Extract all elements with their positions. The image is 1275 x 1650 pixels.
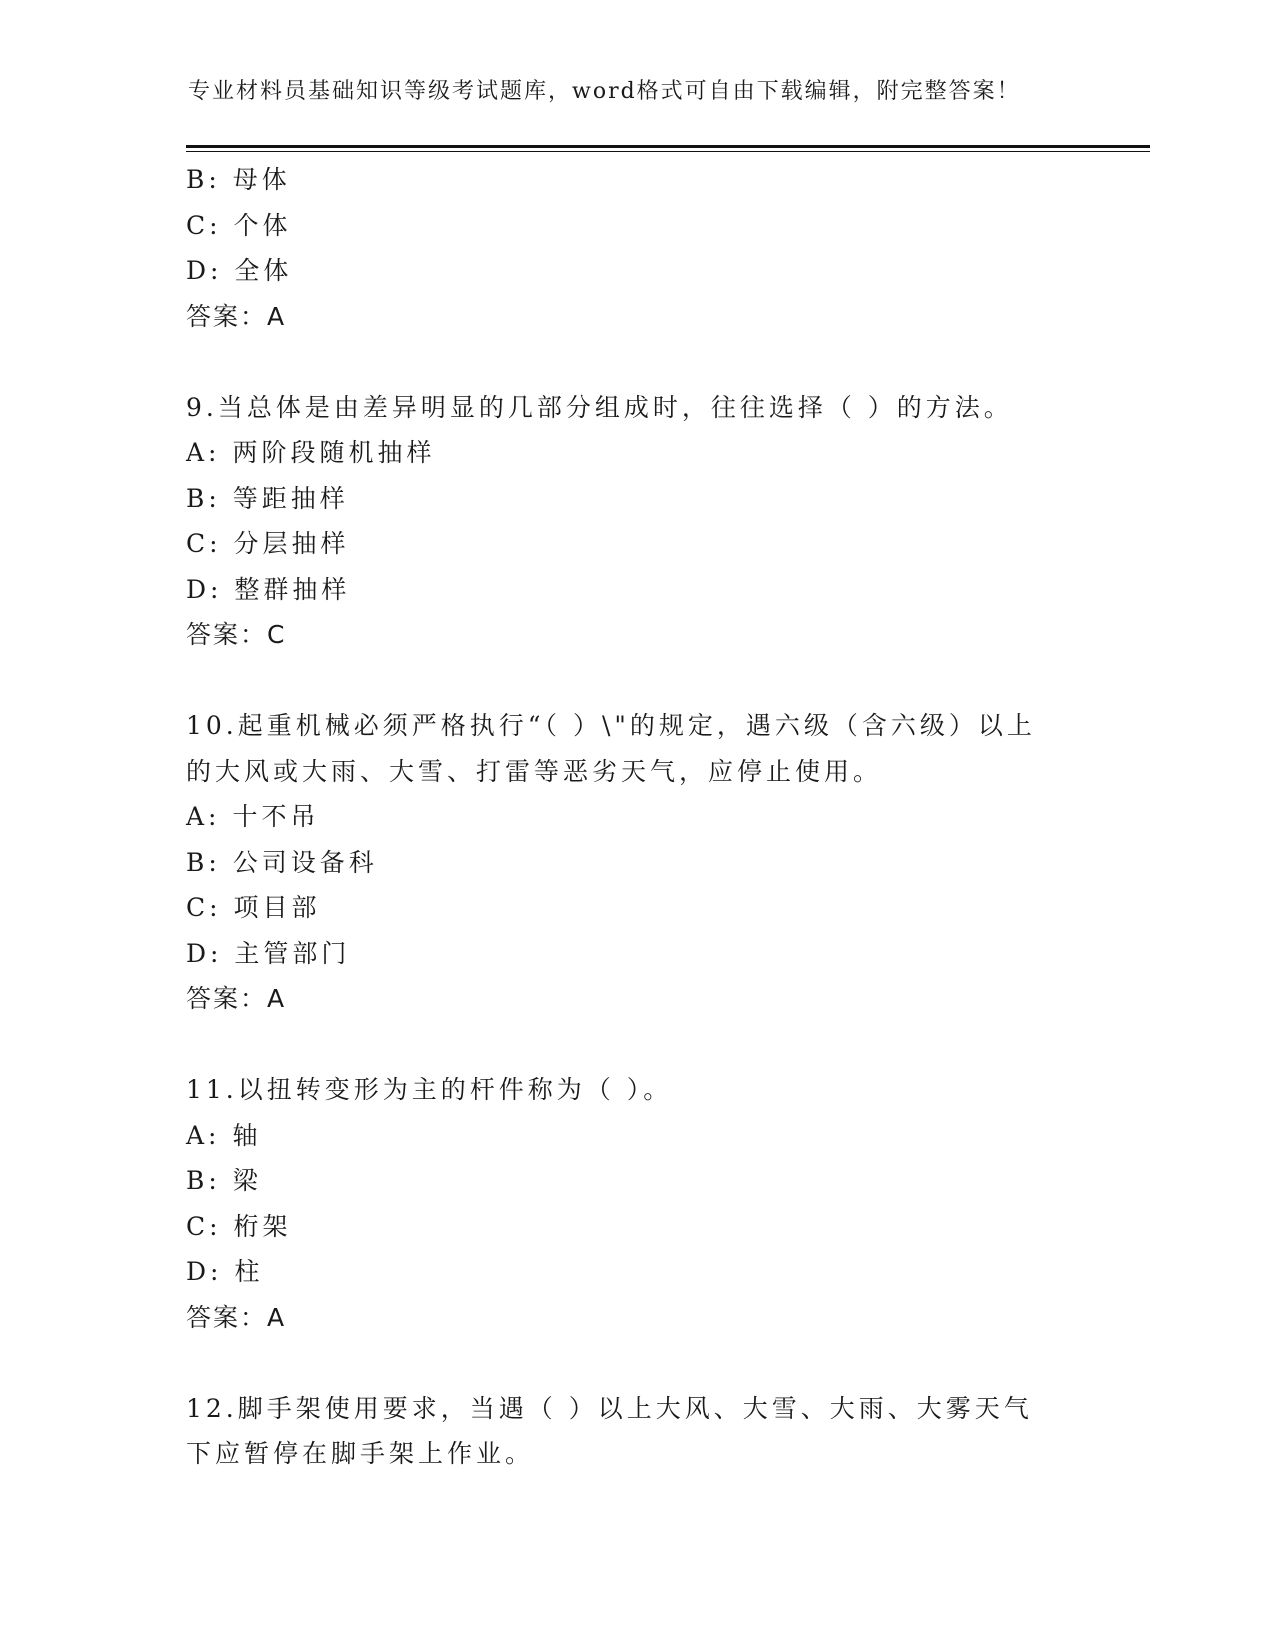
option-c: C: 分层抽样	[186, 529, 350, 558]
question-12	[186, 1386, 1086, 1477]
option-b: B: 公司设备科	[186, 847, 378, 877]
page-header: 专业材料员基础知识等级考试题库，word格式可自由下载编辑，附完整答案！	[188, 79, 1021, 104]
option-c: C: 项目部	[186, 893, 321, 922]
option-b: B: 梁	[186, 1166, 262, 1195]
question-stem: 12.脚手架使用要求，当遇（ ）以上大风、大雪、大雨、大雾天气	[186, 1393, 1033, 1423]
option-d: D: 整群抽样	[186, 574, 351, 604]
question-11	[186, 1067, 1086, 1340]
question-stem-continued: 的大风或大雨、大雪、打雷等恶劣天气，应停止使用。	[186, 756, 883, 786]
option-d: D: 柱	[186, 1257, 264, 1286]
option-c: C: 桁架	[186, 1211, 292, 1241]
option-c: C: 个体	[186, 210, 292, 240]
option-d: D: 全体	[186, 256, 293, 285]
answer: 答案：A	[186, 984, 287, 1013]
header-rule-thick	[186, 145, 1150, 148]
option-a: A: 两阶段随机抽样	[186, 438, 436, 467]
option-a: A: 十不吊	[186, 802, 320, 831]
question-stem: 9.当总体是由差异明显的几部分组成时，往往选择（ ）的方法。	[186, 392, 1013, 422]
question-list	[186, 157, 1086, 1477]
question-stem-continued: 下应暂停在脚手架上作业。	[186, 1439, 535, 1468]
header-rule-thin	[186, 151, 1150, 152]
option-b: B: 母体	[186, 165, 291, 194]
option-d: D: 主管部门	[186, 938, 351, 968]
option-a: A: 轴	[186, 1120, 262, 1150]
question-9	[186, 385, 1086, 658]
question-stem: 11.以扭转变形为主的杆件称为（ ）。	[186, 1075, 673, 1104]
question-prev	[186, 157, 1086, 339]
option-b: B: 等距抽样	[186, 483, 349, 513]
answer: 答案：A	[186, 1302, 287, 1332]
answer: 答案：A	[186, 301, 287, 331]
answer: 答案：C	[186, 620, 287, 649]
question-stem: 10.起重机械必须严格执行“（ ）\"的规定，遇六级（含六级）以上	[186, 711, 1036, 740]
question-10	[186, 703, 1086, 1022]
